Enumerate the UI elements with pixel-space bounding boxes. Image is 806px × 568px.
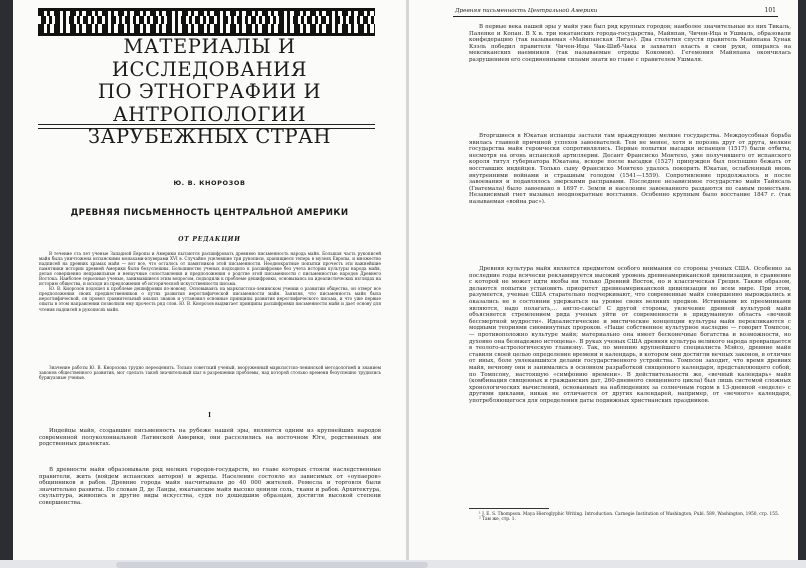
journal-title-line: ЗАРУБЕЖНЫХ СТРАН bbox=[87, 125, 332, 148]
footnote: ² Там же, стр. 1. bbox=[479, 517, 516, 523]
body-paragraph: В древности майя образовывали ряд мелких городов-государств, во главе которых стояли наследственные правители, жить (войдем испанских авторов) и жрецы. Население состояло из зависимых от «оупаеров» общинников и рабов. Древние города майя насчитывали до 40 000 жителей. Ремесла и торговля были значительно развиты. По словам Д. де Ланды, юкатанские майя высоко ценили соль, ткани и рабов. Архитектура, скульптура, живопись и другие виды искусства, судя по дошедшим образцам, достигли высокой степени совершенства. bbox=[39, 467, 381, 506]
article-title: ДРЕВНЯЯ ПИСЬМЕННОСТЬ ЦЕНТРАЛЬНОЙ АМЕРИКИ bbox=[70, 208, 349, 218]
journal-title bbox=[23, 36, 396, 149]
page-number: 101 bbox=[764, 7, 776, 14]
vertical-scrollbar-track bbox=[798, 0, 806, 560]
footnotes bbox=[469, 512, 791, 523]
left-page bbox=[13, 0, 406, 560]
editorial-heading: ОТ РЕДАКЦИИ bbox=[178, 236, 241, 243]
footnote-rule bbox=[469, 508, 549, 509]
body-paragraph: Древняя культура майя является предметом особого внимания со стороны ученых США. Особенно за последние годы всячески рекламируется высокий уровень древнеамериканской цивилизации, в сравнение с которой не может идти якобы ни только Древний Восток, но и классическая Греция. Таким образом, делаются попытки установить приоритет древнеамериканской цивилизации во всем мире. При этом, разумеется, ученые США старательно подчеркивают, что современные майя совершенно вырождались и оказались не в состоянии удержаться на уровне своих великих предков. Истинными их преемниками являются, надо полагать,... англо-саксы! С другой стороны, увлечение древней культурой майя объясняется стремлением ряда ученых уйти от современности в придуманную область «вечной бессмертной мудрости». Идеалистические и мистические концепции культуры майя перекликаются с модными теориями сиюминутных пророков. «Наше собственное культурное наследие — говорит Томпсон, — противоположно культуре майя; материально она имеет бесконечные богатства и возможности, но духовно она безнадежно истощена». В руках ученых США древняя культура великого народа превращается в теолого-астрологическую главизну. Так, по мнению крупнейшего специалиста Мэйсо, древние майя ставили своей целью определение времени и календарь, в котором они достигли вечных законов, в отличие от иных, боле увлекавшихся делами государственного устройства. Томпсон заходит, что время древних майя, вечному они и занимались в основном разработкой священного календаря, представляющего собой, по Томпсону, настоящую «симфонию времени». В действительности же, «вечный календарь» майя (комбинация священных и гражданских дат, 260-дневного священного цикла) был лишь системой сложных хронологических вычислений, основанных на наблюдениях за солнечным годом в 13-дневной «неделе» с другими циклами, никак не отличается от других календарей, например, от «вечного» календаря, употребляющегося для определения даты подвижных христианских праздников. bbox=[469, 266, 791, 404]
footnote: ¹ J. E. S. Thompson. Maya Hieroglyphic Writing. Introduction. Carnegie Institution of Washington, Publ. 589, Washington, 1950, стр. 155. bbox=[479, 512, 780, 517]
journal-title-line: ПО ЭТНОГРАФИИ И АНТРОПОЛОГИИ bbox=[97, 80, 322, 126]
editorial-paragraph: Ю. В. Кнорозов подошел к проблеме дешифровки по-новому. Основываясь на марксистско-ленинском учении о развитии общества, он отверг все предположения своих предшественников о путях развития иероглифической письменности майя. Заявляя, что письменность майя была иероглифической, он провел сравнительный анализ знаков и установил основные принципы развития иероглифического письма, и что уже первые опыты в этом направлении позволили ему прочесть ряд слов. Ю. В. Кнорозов выдвигает принципы расшифровки письменности майя и дает основу для чтения надписей в рукописях майя. bbox=[39, 286, 381, 312]
body-paragraph: Индейцы майя, создавшие письменность на рубеже нашей эры, являются одним из крупнейших народов современной полуколониальной Латинской Америки, они расселились на восточном Юге, родственных им родственных диалектах. bbox=[39, 428, 381, 448]
editorial-conclusion: Значение работы Ю. В. Кнорозова трудно переоценить. Только советский ученый, вооруженный марксистско-ленинской методологией и знанием законов общественного развития, мог сделать такой значительный шаг в разрешении проблемы, над которой столько времени безуспешно трудились буржуазные ученые. bbox=[39, 365, 381, 381]
header-rule bbox=[453, 16, 778, 17]
body-paragraph: Вторгшиеся в Юкатан испанцы застали там враждующие мелкие государства. Междоусобная борьба явилась главной причиной успехов завоевателей. Тем не менее, хотя и порознь друг от друга, мелкие государства майя героически сопротивлялись. Первые попытки высадки испанцев (1517) были отбиты, несмотря на огонь испанской артиллерии. Десант Франсиско Монтехо, уже получившего от испанского короля титул губернатора Юкатана, вскоре после высадки (1527) принужден был поспешно бежать от восставших индейцев. Только сыну Франсиско Монтехо удалось покорить Юкатан, ослабленный вновь внутренними войнами и страшным голодом (1541—1559). Сопротивление продолжалось и после завоевания и подавлялось зверскими расправами. Последнее независимое государство майя Тайясаль (Гватемала) было завоевано в 1697 г. Земли и население завоеванного раздаются по самым поместьям. Независимый гнет вызывал неоднократные восстания. Особенно крупным было восстание 1847 г. (так называемая «война рас»). bbox=[469, 133, 791, 205]
right-page bbox=[409, 0, 798, 560]
section-number: I bbox=[208, 412, 211, 419]
editorial-paragraph: В течение ста лет ученые Западной Европы и Америки пытаются расшифровать древнюю письменность народа майя. Большая часть рукописей майя была уничтожена испанскими монахами-изуверами XVI в. Случайно уцелевшие три рукописи, хранящиеся теперь в музеях Европы, и множество надписей на древних храмах майя — вот все, что осталось от памятников этой письменности. Неоднократные попытки прочесть эти важнейшие памятники истории древней Америки были безуспешны. Большинство ученых подходило к расшифровке без учета истории культуры народа майя, делая совершенно неправильные и ненаучные сопоставления и предположения о родстве этой письменности с письменностью народов Древнего Востока. Наиболее серьезные ученые, занимавшиеся этим вопросом, подходили к проблеме дешифровки, основываясь на идеалистических взглядах на историю общества, и исходя из предложения об исторической искусственности письма. bbox=[39, 251, 381, 287]
journal-title-line: МАТЕРИАЛЫ И ИССЛЕДОВАНИЯ bbox=[111, 35, 308, 81]
ornamental-header-band bbox=[38, 8, 375, 36]
title-divider bbox=[38, 124, 375, 129]
horizontal-scrollbar-thumb[interactable] bbox=[116, 562, 428, 568]
editorial-note bbox=[39, 251, 381, 312]
author-name: Ю. В. КНОРОЗОВ bbox=[173, 179, 246, 187]
running-head: Древняя письменность Центральной Америки bbox=[455, 8, 598, 14]
body-paragraph: В первые века нашей эры у майя уже был ряд крупных городов; наиболее значительные из них Тикаль, Паленке и Копан. В X в. три юкатанских города-государства, Майяпан, Чичен-Ица и Ушмаль, образовали конфедерацию (так называемая «Майяпанская Лига»). Два столетия спустя правитель Майяпана Хунак Кээль победил правителя Чичен-Ицы Чак-Шиб-Чака и захватил власть в свои руки, опираясь на мексиканских наемников (так называемые отряды Кокомов). Гегемония Майяпана окончилась разрушением его соединенными силами знати во главе с правителем Ушмаля. bbox=[469, 24, 791, 63]
